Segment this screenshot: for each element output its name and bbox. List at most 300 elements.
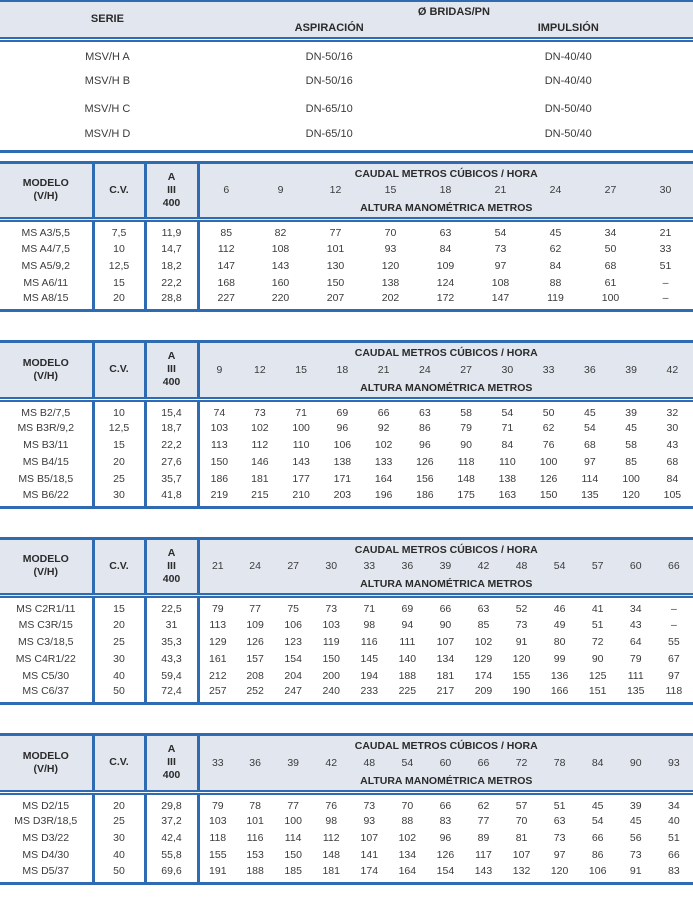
performance-row — [0, 420, 693, 437]
head-cell: 69 — [336, 406, 349, 419]
head-cell: – — [662, 276, 669, 289]
head-cell: 96 — [419, 439, 431, 451]
modelo-header — [0, 538, 93, 596]
model-cell: MS A3/5,5 — [0, 220, 93, 241]
head-cell: 79 — [460, 422, 472, 434]
head-cell: 21 — [659, 227, 672, 239]
flange-cell-impulsion: DN-50/40 — [544, 103, 592, 115]
amperage-line: 400 — [162, 769, 181, 782]
head-cell: 161 — [209, 652, 227, 665]
head-cell: 233 — [360, 685, 379, 697]
head-cell: 88 — [549, 276, 562, 289]
head-cell: 57 — [515, 799, 528, 812]
head-cell: 101 — [246, 815, 264, 827]
head-cell: 190 — [512, 685, 531, 697]
flow-value-header: 12 — [308, 181, 363, 200]
flow-value-header: 12 — [239, 360, 280, 379]
caudal-header: CAUDAL METROS CÚBICOS / HORA — [198, 342, 693, 361]
head-cell: 76 — [325, 799, 338, 812]
head-cell: 79 — [211, 603, 224, 615]
head-cell: 148 — [322, 849, 340, 861]
performance-row — [0, 291, 693, 311]
head-cell: 58 — [460, 406, 472, 419]
head-cell: 63 — [439, 227, 452, 239]
flow-value-header: 30 — [487, 360, 528, 379]
head-cell: 135 — [626, 685, 645, 697]
flange-cell-impulsion: DN-40/40 — [544, 75, 592, 87]
head-cell: 219 — [210, 488, 229, 501]
head-cell: 252 — [246, 685, 264, 697]
head-cell: 110 — [499, 456, 516, 468]
flow-value-header: 24 — [404, 360, 445, 379]
head-cell: 85 — [625, 456, 637, 468]
flow-value-header: 21 — [473, 181, 528, 200]
head-cell: 150 — [322, 652, 340, 665]
cv-cell: 20 — [93, 616, 145, 633]
head-cell: 207 — [326, 292, 345, 304]
head-cell: 32 — [666, 406, 679, 419]
model-cell: MS C2R1/11 — [0, 596, 93, 617]
head-cell: 66 — [377, 406, 390, 419]
head-cell: 67 — [668, 652, 680, 665]
head-cell: 85 — [477, 618, 490, 631]
head-cell: 112 — [322, 832, 340, 844]
amperage-cell: 42,4 — [145, 830, 198, 847]
head-cell: 208 — [246, 669, 264, 682]
head-cell: 70 — [401, 799, 414, 812]
performance-row — [0, 454, 693, 471]
head-cell: 124 — [436, 276, 455, 289]
head-cell: 177 — [292, 473, 310, 485]
amperage-line: 400 — [162, 196, 181, 209]
head-cell: 73 — [515, 618, 528, 631]
model-cell: MS B4/15 — [0, 454, 93, 471]
head-cell: 82 — [274, 227, 287, 239]
head-cell: 126 — [246, 635, 264, 648]
flange-table-header — [0, 1, 693, 39]
head-cell: 88 — [401, 815, 414, 827]
amperage-line: III — [167, 183, 176, 196]
head-cell: 74 — [213, 406, 226, 419]
model-cell: MS B5/18,5 — [0, 471, 93, 488]
flow-value-header: 36 — [388, 557, 426, 576]
head-cell: 68 — [666, 456, 679, 468]
model-cell: MS D5/37 — [0, 864, 93, 884]
cv-cell: 12,5 — [93, 420, 145, 437]
head-cell: 181 — [436, 669, 455, 682]
head-cell: 51 — [591, 618, 604, 631]
amperage-line: III — [167, 559, 176, 572]
caudal-header: CAUDAL METROS CÚBICOS / HORA — [198, 735, 693, 754]
head-cell: 50 — [604, 242, 617, 255]
head-cell: 73 — [629, 849, 642, 861]
flow-value-header: 57 — [579, 557, 617, 576]
head-cell: 73 — [254, 406, 266, 419]
performance-row — [0, 437, 693, 454]
flow-value-header: 33 — [528, 360, 569, 379]
cv-header: C.V. — [93, 162, 145, 220]
amperage-cell: 29,8 — [145, 792, 198, 813]
head-cell: 91 — [629, 864, 642, 877]
flow-value-header: 48 — [350, 753, 388, 772]
cv-cell: 25 — [93, 813, 145, 830]
head-cell: 58 — [625, 439, 637, 451]
head-cell: 112 — [251, 439, 269, 451]
head-cell: 92 — [377, 422, 390, 434]
cv-header: C.V. — [93, 342, 145, 400]
model-cell: MS B2/7,5 — [0, 399, 93, 420]
head-cell: 103 — [210, 422, 229, 434]
flow-value-header: 27 — [446, 360, 487, 379]
cv-cell: 10 — [93, 240, 145, 257]
head-cell: 63 — [553, 815, 566, 827]
cv-cell: 30 — [93, 650, 145, 667]
head-cell: 106 — [333, 439, 352, 451]
head-cell: 51 — [553, 799, 566, 812]
head-cell: 89 — [477, 832, 490, 844]
head-cell: 97 — [584, 456, 596, 468]
head-cell: 150 — [284, 849, 302, 861]
head-cell: 114 — [284, 832, 302, 844]
amperage-line: A — [167, 170, 176, 183]
cv-header: C.V. — [93, 538, 145, 596]
performance-table-body — [0, 596, 693, 704]
amperage-cell: 22,2 — [145, 437, 198, 454]
head-cell: 45 — [629, 815, 642, 827]
model-cell: MS C5/30 — [0, 667, 93, 684]
flange-cell-impulsion: DN-50/40 — [544, 127, 592, 140]
head-cell: – — [670, 618, 677, 631]
head-cell: 90 — [439, 618, 452, 631]
head-cell: 51 — [659, 259, 672, 272]
performance-table-header — [0, 735, 693, 793]
model-cell: MS D2/15 — [0, 792, 93, 813]
head-cell: 155 — [209, 849, 227, 861]
amperage-cell: 43,3 — [145, 650, 198, 667]
head-cell: 77 — [329, 227, 342, 239]
flow-value-header: 9 — [198, 360, 239, 379]
head-cell: 188 — [246, 864, 264, 877]
modelo-header — [0, 735, 93, 793]
amperage-cell: 14,7 — [145, 240, 198, 257]
performance-row — [0, 650, 693, 667]
head-cell: 113 — [209, 618, 227, 631]
head-cell: 118 — [209, 832, 227, 844]
flow-value-header: 18 — [418, 181, 473, 200]
performance-row — [0, 792, 693, 813]
head-cell: 114 — [581, 473, 599, 485]
head-cell: 140 — [398, 652, 417, 665]
caudal-header: CAUDAL METROS CÚBICOS / HORA — [198, 538, 693, 557]
modelo-header — [0, 342, 93, 400]
model-cell: MS B6/22 — [0, 488, 93, 508]
head-cell: 73 — [494, 242, 507, 255]
flange-col-impulsion: IMPULSIÓN — [444, 19, 693, 39]
amperage-header — [145, 162, 198, 220]
head-cell: 126 — [436, 849, 455, 861]
amperage-cell: 35,3 — [145, 633, 198, 650]
head-cell: 69 — [401, 603, 414, 615]
head-cell: 54 — [591, 815, 604, 827]
head-cell: 103 — [209, 815, 227, 827]
head-cell: 157 — [246, 652, 264, 665]
amperage-cell: 11,9 — [145, 220, 198, 241]
flow-value-header: 30 — [638, 181, 693, 200]
head-cell: 110 — [292, 439, 310, 451]
head-cell: 79 — [211, 799, 224, 812]
head-cell: 41 — [591, 603, 604, 615]
model-cell: MS D3/22 — [0, 830, 93, 847]
cv-cell: 50 — [93, 684, 145, 704]
head-cell: 154 — [284, 652, 302, 665]
amperage-line: 400 — [162, 572, 181, 585]
cv-cell: 15 — [93, 596, 145, 617]
performance-row — [0, 864, 693, 884]
head-cell: 84 — [439, 242, 452, 255]
amperage-cell: 22,2 — [145, 274, 198, 291]
amperage-cell: 55,8 — [145, 847, 198, 864]
flange-table-body — [0, 39, 693, 151]
head-cell: 86 — [591, 849, 604, 861]
head-cell: 116 — [246, 832, 264, 844]
head-cell: 240 — [322, 685, 340, 697]
head-cell: 66 — [668, 849, 680, 861]
head-cell: 80 — [553, 635, 566, 648]
model-cell: MS C3R/15 — [0, 616, 93, 633]
modelo-sublabel: (V/H) — [33, 566, 58, 579]
model-cell: MS D4/30 — [0, 847, 93, 864]
cv-cell: 40 — [93, 667, 145, 684]
head-cell: 220 — [271, 292, 290, 304]
head-cell: 120 — [512, 652, 531, 665]
head-cell: 108 — [271, 242, 290, 255]
flange-row — [0, 39, 693, 67]
head-cell: 45 — [625, 422, 637, 434]
amperage-line: 400 — [162, 376, 181, 389]
head-cell: 56 — [629, 832, 642, 844]
amperage-cell: 22,5 — [145, 596, 198, 617]
head-cell: 78 — [249, 799, 261, 812]
flow-value-header: 36 — [236, 753, 274, 772]
head-cell: 163 — [498, 488, 517, 501]
head-cell: 100 — [284, 815, 302, 827]
flow-value-header: 60 — [617, 557, 655, 576]
model-cell: MS B3R/9,2 — [0, 420, 93, 437]
performance-table-body — [0, 220, 693, 311]
model-cell: MS D3R/18,5 — [0, 813, 93, 830]
flow-value-header: 15 — [281, 360, 322, 379]
flange-col-serie: SERIE — [0, 1, 215, 39]
head-cell: 171 — [333, 473, 352, 485]
head-cell: 71 — [501, 422, 514, 434]
amperage-line: A — [167, 546, 176, 559]
model-cell: MS A8/15 — [0, 291, 93, 311]
performance-table-3 — [0, 537, 693, 706]
cv-cell: 15 — [93, 274, 145, 291]
head-cell: 143 — [271, 259, 290, 272]
head-cell: 138 — [333, 456, 352, 468]
altura-header: ALTURA MANOMÉTRICA METROS — [198, 772, 693, 792]
performance-table-2 — [0, 340, 693, 509]
performance-row — [0, 257, 693, 274]
amperage-header — [145, 735, 198, 793]
cv-cell: 30 — [93, 488, 145, 508]
amperage-cell: 59,4 — [145, 667, 198, 684]
head-cell: 168 — [217, 276, 236, 289]
flange-cell-impulsion: DN-40/40 — [544, 50, 592, 63]
model-cell: MS C6/37 — [0, 684, 93, 704]
head-cell: 153 — [246, 849, 264, 861]
head-cell: 84 — [501, 439, 514, 451]
performance-table-header — [0, 162, 693, 220]
head-cell: 73 — [325, 603, 338, 615]
head-cell: 96 — [439, 832, 452, 844]
performance-table-4 — [0, 733, 693, 885]
head-cell: 164 — [398, 864, 417, 877]
modelo-sublabel: (V/H) — [33, 762, 58, 775]
head-cell: 166 — [550, 685, 569, 697]
head-cell: 84 — [666, 473, 679, 485]
head-cell: 175 — [457, 488, 475, 501]
head-cell: 33 — [659, 242, 672, 255]
head-cell: 62 — [477, 799, 490, 812]
performance-table-body — [0, 792, 693, 883]
performance-row — [0, 220, 693, 241]
head-cell: 186 — [210, 473, 229, 485]
flange-cell-serie: MSV/H C — [84, 103, 131, 115]
head-cell: 126 — [539, 473, 558, 485]
flow-value-header: 21 — [363, 360, 404, 379]
amperage-cell: 15,4 — [145, 399, 198, 420]
head-cell: 43 — [629, 618, 642, 631]
head-cell: 91 — [515, 635, 528, 648]
flow-value-header: 84 — [579, 753, 617, 772]
head-cell: 52 — [515, 603, 528, 615]
head-cell: 102 — [474, 635, 493, 648]
head-cell: 123 — [284, 635, 302, 648]
cv-cell: 7,5 — [93, 220, 145, 241]
performance-row — [0, 471, 693, 488]
head-cell: 54 — [501, 406, 514, 419]
performance-row — [0, 633, 693, 650]
head-cell: 50 — [542, 406, 555, 419]
head-cell: 117 — [475, 849, 492, 861]
cv-cell: 25 — [93, 633, 145, 650]
modelo-sublabel: (V/H) — [33, 190, 58, 203]
head-cell: 83 — [668, 864, 680, 877]
head-cell: 143 — [292, 456, 310, 468]
head-cell: – — [662, 292, 669, 304]
amperage-line: III — [167, 363, 176, 376]
modelo-label: MODELO — [22, 553, 69, 566]
head-cell: 97 — [553, 849, 566, 861]
amperage-cell: 72,4 — [145, 684, 198, 704]
head-cell: 200 — [322, 669, 340, 682]
head-cell: 72 — [591, 635, 604, 648]
amperage-header — [145, 538, 198, 596]
head-cell: 257 — [209, 685, 227, 697]
head-cell: 119 — [547, 292, 564, 304]
head-cell: 83 — [439, 815, 452, 827]
amperage-cell: 18,7 — [145, 420, 198, 437]
flange-cell-serie: MSV/H D — [84, 127, 131, 140]
head-cell: 66 — [439, 799, 452, 812]
amperage-line: III — [167, 756, 176, 769]
head-cell: 151 — [588, 685, 607, 697]
head-cell: 84 — [549, 259, 562, 272]
flow-value-header: 93 — [655, 753, 693, 772]
head-cell: 135 — [581, 488, 599, 501]
performance-table-1 — [0, 161, 693, 313]
head-cell: 66 — [439, 603, 452, 615]
flange-row — [0, 123, 693, 151]
performance-row — [0, 399, 693, 420]
head-cell: 204 — [284, 669, 302, 682]
performance-row — [0, 684, 693, 704]
head-cell: 164 — [374, 473, 393, 485]
head-cell: 39 — [629, 799, 642, 812]
head-cell: 102 — [398, 832, 417, 844]
performance-table-header — [0, 538, 693, 596]
head-cell: 107 — [436, 635, 455, 648]
flow-value-header: 9 — [253, 181, 308, 200]
head-cell: 136 — [550, 669, 569, 682]
caudal-header: CAUDAL METROS CÚBICOS / HORA — [198, 162, 693, 181]
flow-value-header: 66 — [655, 557, 693, 576]
performance-tables — [0, 161, 693, 885]
performance-row — [0, 488, 693, 508]
flange-table — [0, 0, 693, 153]
head-cell: 174 — [474, 669, 493, 682]
flow-value-header: 42 — [464, 557, 502, 576]
flow-value-header: 24 — [528, 181, 583, 200]
head-cell: 120 — [622, 488, 640, 501]
altura-header: ALTURA MANOMÉTRICA METROS — [198, 576, 693, 596]
amperage-header — [145, 342, 198, 400]
performance-row — [0, 667, 693, 684]
head-cell: 125 — [588, 669, 607, 682]
flow-value-header: 18 — [322, 360, 363, 379]
head-cell: 109 — [436, 259, 455, 272]
head-cell: 86 — [419, 422, 431, 434]
amperage-line: A — [167, 350, 176, 363]
head-cell: 34 — [629, 603, 642, 615]
head-cell: 77 — [287, 799, 299, 812]
head-cell: 34 — [668, 799, 680, 812]
head-cell: 77 — [249, 603, 261, 615]
head-cell: 77 — [477, 815, 490, 827]
flow-value-header: 54 — [541, 557, 579, 576]
head-cell: 119 — [322, 635, 340, 648]
performance-row — [0, 813, 693, 830]
performance-row — [0, 274, 693, 291]
performance-row — [0, 240, 693, 257]
flow-value-header: 21 — [198, 557, 236, 576]
flow-value-header: 66 — [464, 753, 502, 772]
head-cell: 172 — [436, 292, 455, 304]
cv-cell: 50 — [93, 864, 145, 884]
head-cell: 210 — [292, 488, 310, 501]
head-cell: 43 — [666, 439, 679, 451]
head-cell: 64 — [629, 635, 642, 648]
head-cell: 109 — [246, 618, 264, 631]
modelo-header — [0, 162, 93, 220]
head-cell: 81 — [515, 832, 528, 844]
head-cell: 75 — [287, 603, 299, 615]
amperage-line: A — [167, 743, 176, 756]
head-cell: 118 — [457, 456, 475, 468]
flow-value-header: 54 — [388, 753, 426, 772]
